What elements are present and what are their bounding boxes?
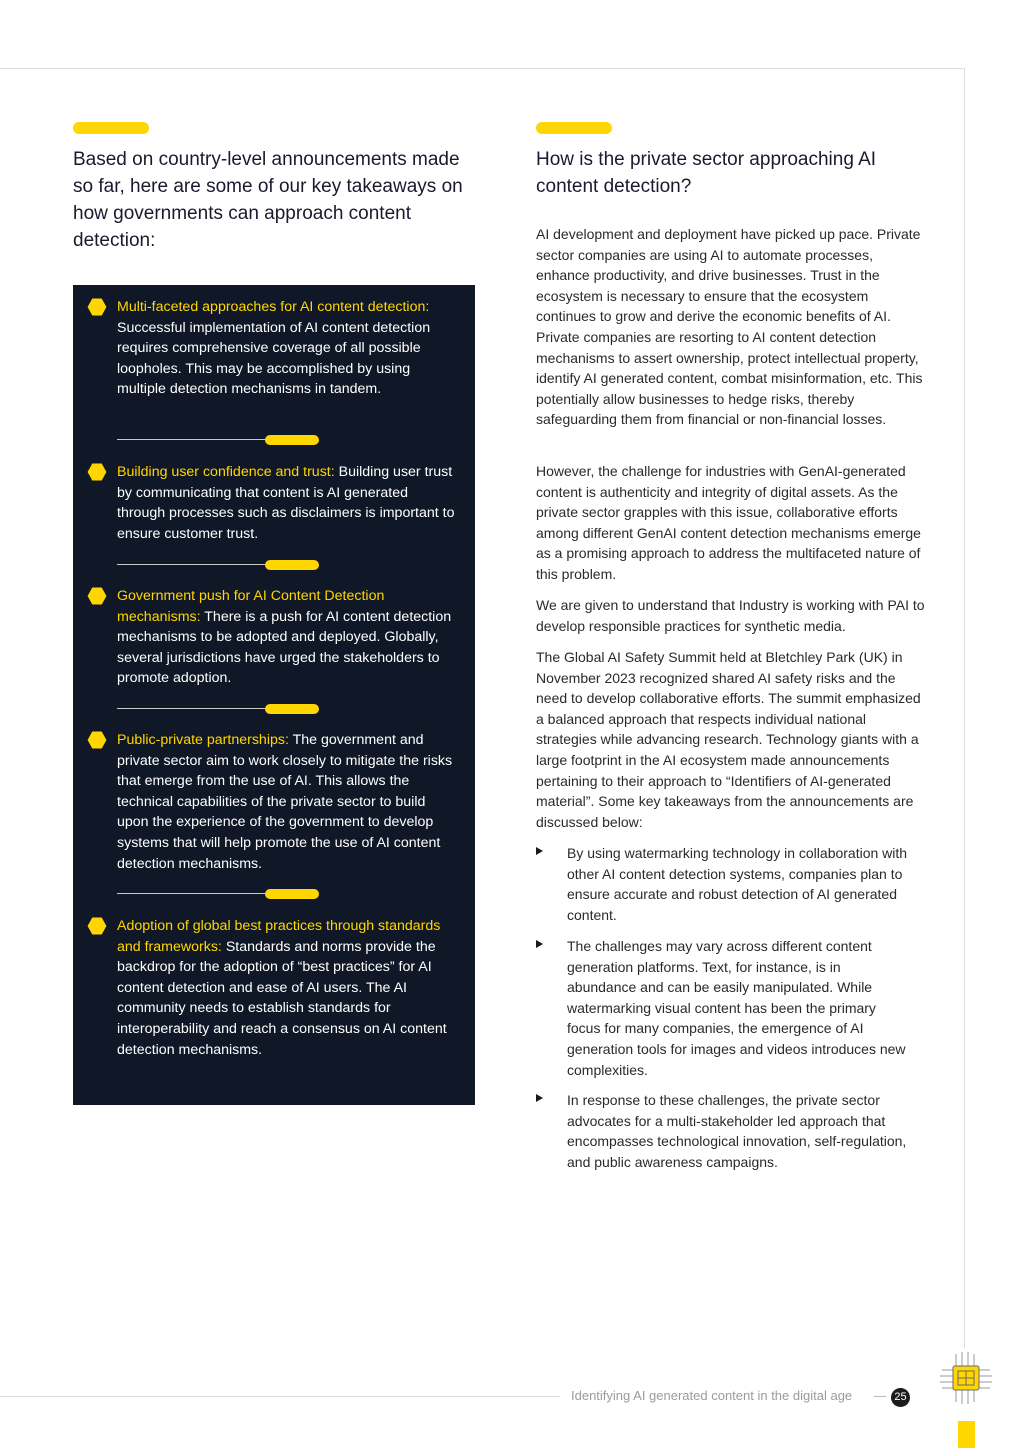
footer-dash bbox=[874, 1396, 886, 1397]
takeaway-lead: Multi-faceted approaches for AI content detection: bbox=[117, 299, 430, 315]
chip-icon bbox=[938, 1350, 994, 1406]
hexagon-bullet-icon bbox=[87, 730, 107, 750]
takeaway-text: The government and private sector aim to work closely to mitigate the risks that emerge from the use of AI. This allows the technical capabilities of the private sector to build upon the experience of the government to develop systems that will help promote the use of AI content detection mechanisms. bbox=[117, 732, 453, 872]
takeaway-text: Building user trust by communicating that content is AI generated through processes such as disclaimers is important to ensure customer trust. bbox=[117, 464, 455, 542]
divider bbox=[117, 704, 319, 714]
takeaway-text: There is a push for AI content detection mechanisms to be adopted and deployed. Globally, several jurisdictions have urged the stakeholders to promote adoption. bbox=[117, 608, 452, 687]
left-accent-bar bbox=[73, 122, 149, 134]
takeaway-item bbox=[117, 297, 459, 400]
takeaway-text: Successful implementation of AI content detection requires comprehensive coverage of all possible loopholes. This may be accomplished by using multiple detection mechanisms in tandem. bbox=[117, 319, 431, 398]
paragraph: However, the challenge for industries with GenAI-generated content is authenticity and integrity of digital assets. As the private sector grapples with this issue, collaborative efforts among different GenAI content detection mechanisms emerge as a promising approach to address the multifaceted nature of this problem. bbox=[536, 463, 921, 582]
triangle-bullet-icon bbox=[536, 847, 543, 855]
divider bbox=[117, 889, 319, 899]
list-item-text: By using watermarking technology in collaboration with other AI content detection systems, companies plan to ensure accurate and robust detection of AI generated content. bbox=[567, 845, 908, 923]
hexagon-bullet-icon bbox=[87, 586, 107, 606]
list-item-text: The challenges may vary across different content generation platforms. Text, for instance, is in abundance and can be easily manipulated. While watermarking visual content has been the primary focus for many companies, the emergence of AI generation tools for images and videos introduces new complexities. bbox=[567, 938, 906, 1078]
hexagon-bullet-icon bbox=[87, 462, 107, 482]
paragraph: The Global AI Safety Summit held at Bletchley Park (UK) in November 2023 recognized shared AI safety risks and the need to develop collaborative efforts. The summit emphasized a balanced approach that respects individual national strategies while advancing research. Technology giants with a large footprint in the AI ecosystem made announcements pertaining to their approach to “Identifiers of AI-generated material”. Some key takeaways from the announcements are discussed below: bbox=[536, 649, 921, 830]
list-item-text: In response to these challenges, the private sector advocates for a multi-stakeholder led approach that encompasses technological innovation, self-regulation, and public awareness campaigns. bbox=[567, 1092, 907, 1170]
takeaway-item bbox=[117, 916, 459, 1060]
paragraph: We are given to understand that Industry is working with PAI to develop responsible practices for synthetic media. bbox=[536, 597, 925, 634]
divider bbox=[117, 435, 319, 445]
takeaway-lead: Government push for AI Content Detection mechanisms: bbox=[117, 588, 385, 625]
takeaway-lead: Adoption of global best practices through standards and frameworks: bbox=[117, 918, 441, 955]
footer-rule bbox=[0, 1396, 560, 1397]
takeaway-item bbox=[117, 730, 459, 874]
paragraph: AI development and deployment have picked up pace. Private sector companies are using AI to automate processes, enhance productivity, and drive businesses. Trust in the ecosystem is necessary to ensure that the ecosystem continues to grow and derive the economic benefits of AI. Private companies are resorting to AI content detection mechanisms to assert ownership, protect intellectual property, identify AI generated content, combat misinformation, etc. This potentially allow businesses to hedge risks, thereby safeguarding them from financial or non-financial losses. bbox=[536, 226, 923, 428]
hexagon-bullet-icon bbox=[87, 297, 107, 317]
triangle-bullet-icon bbox=[536, 940, 543, 948]
right-rule bbox=[964, 68, 965, 1348]
left-heading: Based on country-level announcements made so far, here are some of our key takeaways on how governments can approach content detection: bbox=[73, 149, 463, 251]
footer-title: Identifying AI generated content in the digital age bbox=[571, 1388, 853, 1403]
triangle-bullet-icon bbox=[536, 1094, 543, 1102]
takeaway-lead: Building user confidence and trust: bbox=[117, 464, 335, 480]
page-number: 25 bbox=[891, 1388, 910, 1407]
right-heading: How is the private sector approaching AI content detection? bbox=[536, 149, 877, 197]
takeaways-panel bbox=[73, 285, 475, 1105]
takeaway-item bbox=[117, 586, 459, 689]
divider bbox=[117, 560, 319, 570]
right-accent-bar bbox=[536, 122, 612, 134]
top-rule bbox=[0, 68, 965, 69]
corner-accent bbox=[958, 1421, 975, 1448]
takeaway-lead: Public-private partnerships: bbox=[117, 732, 289, 748]
takeaway-text: Standards and norms provide the backdrop for the adoption of “best practices” for AI content detection and ease of AI users. The AI community needs to establish standards for interoperability and reach a consensus on AI content detection mechanisms. bbox=[117, 938, 447, 1058]
hexagon-bullet-icon bbox=[87, 916, 107, 936]
takeaway-item bbox=[117, 462, 459, 544]
